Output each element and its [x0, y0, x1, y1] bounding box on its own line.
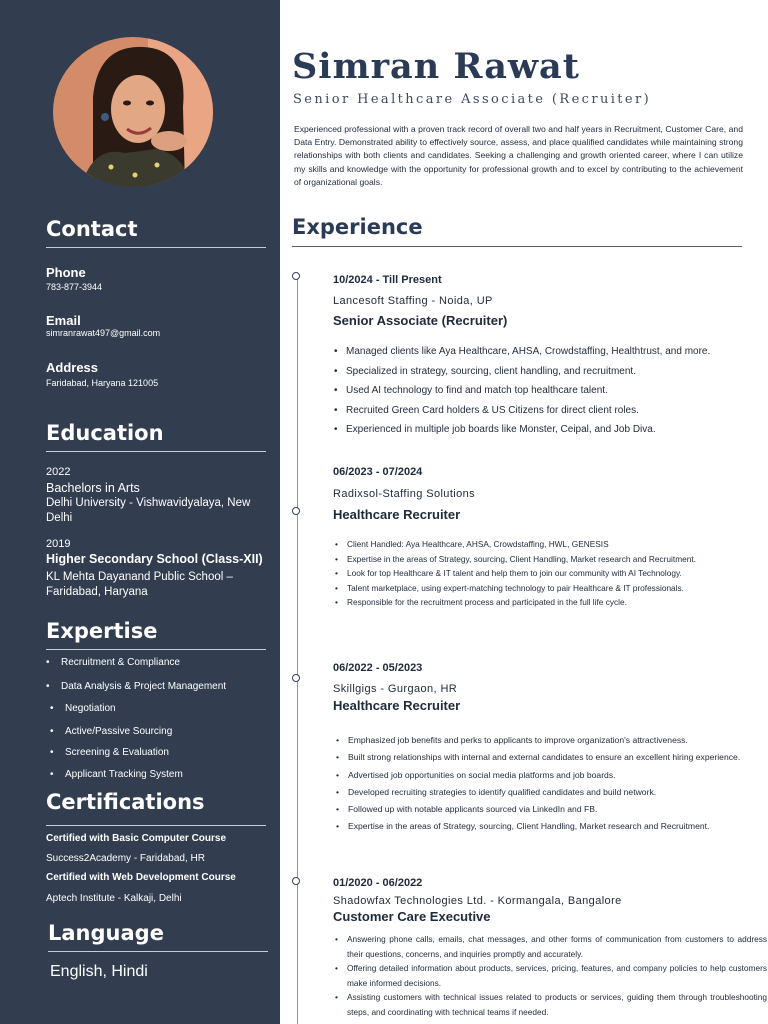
- expertise-item: • Screening & Evaluation: [65, 747, 169, 758]
- contact-heading: Contact: [46, 217, 138, 241]
- job-title: Senior Associate (Recruiter): [333, 313, 508, 328]
- job-bullet: • Specialized in strategy, sourcing, client handling, and recruitment.: [346, 362, 766, 382]
- job-bullet: • Developed recruiting strategies to identify qualified candidates and build network.: [348, 784, 768, 801]
- certifications-heading: Certifications: [46, 790, 205, 814]
- job-bullet: • Responsible for the recruitment process and participated in the full life cycle.: [347, 595, 767, 610]
- expertise-item: • Applicant Tracking System: [65, 769, 183, 780]
- education-year: 2022: [46, 466, 71, 478]
- timeline-dot: [292, 674, 300, 682]
- job-bullets: [334, 537, 767, 610]
- experience-heading: Experience: [292, 215, 423, 239]
- education-institution: Delhi University - Vishwavidyalaya, New Delhi: [46, 497, 251, 524]
- candidate-role: Senior Healthcare Associate (Recruiter): [293, 92, 652, 107]
- job-bullet: • Used AI technology to find and match top healthcare talent.: [346, 381, 766, 401]
- expertise-item: • Data Analysis & Project Management: [61, 681, 226, 692]
- job-bullet: • Built strong relationships with internal and external candidates to ensure an excellent hiring experience.: [348, 749, 768, 766]
- profile-summary: Experienced professional with a proven track record of overall two and half years in Recruitment, Customer Care, and Data Entry. Demonstrated ability to effectively source, assess, and place qualified candidates while maintaining strong relationships with both clients and candidates. Seeking a challenging and growth oriented career, where I can utilize my skills and knowledge with the opportunity for professional growth and to excel by contributing to the achievement of organizational goals.: [294, 124, 743, 187]
- address-value: Faridabad, Haryana 121005: [46, 378, 159, 388]
- job-company: Shadowfax Technologies Ltd. - Kormangala, Bangalore: [333, 895, 622, 907]
- job-bullet: • Assisting customers with technical issues related to products or services, guiding them through troubleshooting steps, and coordinating with technical teams if needed.: [347, 990, 767, 1019]
- job-date: 06/2022 - 05/2023: [333, 662, 423, 674]
- education-year: 2019: [46, 538, 71, 550]
- timeline-dot: [292, 507, 300, 515]
- job-title: Healthcare Recruiter: [333, 507, 461, 522]
- certification-institute: Aptech Institute - Kalkaji, Delhi: [46, 893, 182, 904]
- job-bullet: • Recruited Green Card holders & US Citizens for direct client roles.: [346, 401, 766, 421]
- language-heading: Language: [48, 921, 164, 945]
- job-bullet: • Expertise in the areas of Strategy, sourcing, Client Handling, Market research and Recruitment.: [347, 552, 767, 567]
- expertise-item: • Recruitment & Compliance: [61, 657, 180, 668]
- job-bullet: • Client Handled: Aya Healthcare, AHSA, Crowdstaffing, HWL, GENESIS: [347, 537, 767, 552]
- job-bullets: [335, 732, 768, 836]
- timeline-dot: [292, 877, 300, 885]
- job-bullet: • Expertise in the areas of Strategy, sourcing, Client Handling, Market research and Recruitment.: [348, 818, 768, 835]
- job-company: Lancesoft Staffing - Noida, UP: [333, 295, 493, 307]
- job-bullets: [333, 342, 766, 440]
- job-date: 06/2023 - 07/2024: [333, 466, 423, 478]
- certification-institute: Success2Academy - Faridabad, HR: [46, 853, 205, 864]
- phone-value: 783-877-3944: [46, 282, 103, 292]
- contact-divider: [46, 247, 266, 248]
- job-bullet: • Offering detailed information about products, services, pricing, features, and company policies to help customers make informed decisions.: [347, 961, 767, 990]
- address-label: Address: [46, 360, 99, 375]
- job-bullet: • Answering phone calls, emails, chat messages, and other forms of communication from customers to address their questions, concerns, and inquiries promptly and accurately.: [347, 932, 767, 961]
- profile-photo: [53, 37, 213, 187]
- expertise-divider: [46, 649, 266, 650]
- education-degree: Bachelors in Arts: [46, 481, 140, 495]
- job-bullet: • Managed clients like Aya Healthcare, AHSA, Crowdstaffing, Healthtrust, and more.: [346, 342, 766, 362]
- job-title: Healthcare Recruiter: [333, 698, 461, 713]
- expertise-item: • Active/Passive Sourcing: [65, 726, 172, 737]
- certifications-divider: [46, 825, 266, 826]
- certification-name: Certified with Basic Computer Course: [46, 833, 227, 844]
- job-company: Radixsol-Staffing Solutions: [333, 488, 476, 500]
- email-label: Email: [46, 313, 81, 328]
- job-bullet: • Talent marketplace, using expert-matching technology to pair Healthcare & IT professionals.: [347, 581, 767, 596]
- candidate-name: Simran Rawat: [292, 46, 580, 87]
- job-bullet: • Advertised job opportunities on social media platforms and job boards.: [348, 767, 768, 784]
- phone-label: Phone: [46, 265, 86, 280]
- expertise-item: • Negotiation: [65, 703, 116, 714]
- job-bullets: [334, 932, 767, 1019]
- timeline-dot: [292, 272, 300, 280]
- sidebar: [0, 0, 280, 1024]
- job-date: 01/2020 - 06/2022: [333, 877, 423, 889]
- timeline-line: [297, 276, 298, 1024]
- job-date: 10/2024 - Till Present: [333, 274, 442, 286]
- education-degree: Higher Secondary School (Class-XII): [46, 552, 263, 566]
- education-heading: Education: [46, 421, 164, 445]
- email-value: simranrawat497@gmail.com: [46, 328, 161, 338]
- job-bullet: • Emphasized job benefits and perks to applicants to improve organization's attractiveness.: [348, 732, 768, 749]
- job-company: Skillgigs - Gurgaon, HR: [333, 683, 458, 695]
- expertise-heading: Expertise: [46, 619, 158, 643]
- certification-name: Certified with Web Development Course: [46, 872, 236, 883]
- education-divider: [46, 451, 266, 452]
- job-title: Customer Care Executive: [333, 909, 491, 924]
- job-bullet: • Look for top Healthcare & IT talent and help them to join our community with AI Technology.: [347, 566, 767, 581]
- job-bullet: • Followed up with notable applicants sourced via LinkedIn and FB.: [348, 801, 768, 818]
- job-bullet: • Experienced in multiple job boards like Monster, Ceipal, and Job Diva.: [346, 420, 766, 440]
- education-institution: KL Mehta Dayanand Public School – Faridabad, Haryana: [46, 571, 233, 598]
- language-divider: [48, 951, 268, 952]
- experience-divider: [292, 246, 742, 247]
- language-value: English, Hindi: [50, 963, 148, 980]
